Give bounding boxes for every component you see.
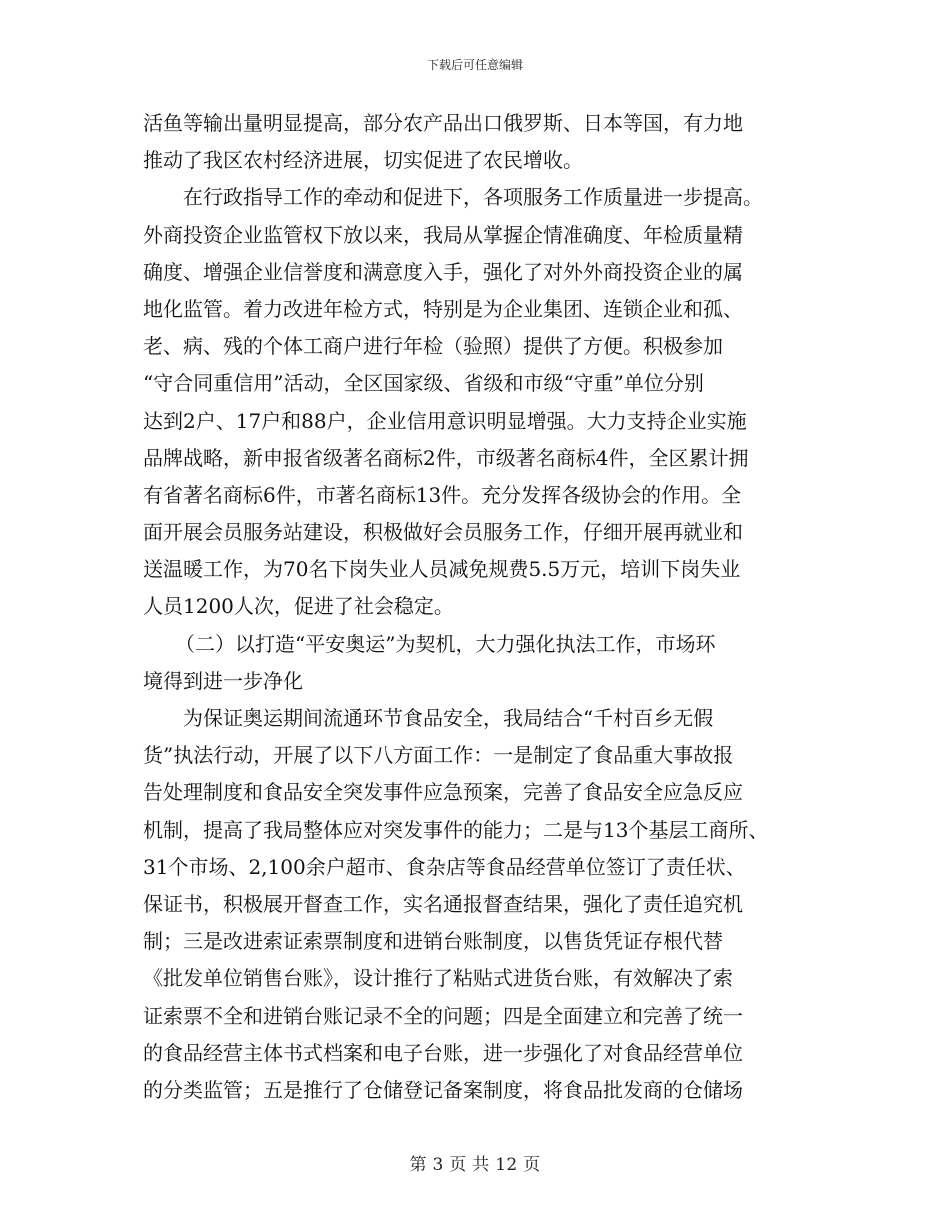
text-line: 的食品经营主体书式档案和电子台账，进一步强化了对食品经营单位 [143, 1040, 743, 1065]
text-line: 31个市场、2,100余户超市、食杂店等食品经营单位签订了责任状、 [143, 854, 746, 879]
text-line: 证索票不全和进销台账记录不全的问题；四是全面建立和完善了统一 [143, 1003, 743, 1028]
text-line: 品牌战略，新申报省级著名商标2件，市级著名商标4件，全区累计拥 [143, 445, 749, 470]
text-line: 确度、增强企业信誉度和满意度入手，强化了对外外商投资企业的属 [143, 259, 743, 284]
text-line: 有省著名商标6件，市著名商标13件。充分发挥各级协会的作用。全 [143, 482, 742, 507]
text-line: 达到2户、17户和88户，企业信用意识明显增强。大力支持企业实施 [143, 408, 747, 433]
text-line-paragraph-start: 为保证奥运期间流通环节食品安全，我局结合“千村百乡无假 [183, 706, 714, 730]
page-header-note: 下载后可任意编辑 [426, 58, 523, 72]
text-line: 地化监管。着力改进年检方式，特别是为企业集团、连锁企业和孤、 [143, 296, 743, 321]
text-line: 的分类监管；五是推行了仓储登记备案制度，将食品批发商的仓储场 [143, 1077, 743, 1102]
text-line: 货”执法行动，开展了以下八方面工作：一是制定了食品重大事故报 [143, 743, 734, 768]
text-line: 制；三是改进索证索票制度和进销台账制度，以售货凭证存根代替 [143, 929, 723, 954]
text-line: 告处理制度和食品安全突发事件应急预案，完善了食品安全应急反应 [143, 780, 743, 805]
text-line: 保证书，积极展开督查工作，实名通报督查结果，强化了责任追究机 [143, 891, 743, 916]
text-line: 外商投资企业监管权下放以来，我局从掌握企情准确度、年检质量精 [143, 222, 743, 247]
text-line: 活鱼等输出量明显提高，部分农产品出口俄罗斯、日本等国，有力地 [143, 111, 743, 135]
section-heading-line: （二）以打造“平安奥运”为契机，大力强化执法工作，市场环 [175, 631, 716, 656]
text-line: 推动了我区农村经济进展，切实促进了农民增收。 [143, 148, 583, 173]
text-line: 机制，提高了我局整体应对突发事件的能力；二是与13个基层工商所、 [143, 817, 769, 842]
text-line: 送温暖工作，为70名下岗失业人员减免规费5.5万元，培训下岗失业 [143, 557, 741, 582]
text-line-paragraph-start: 在行政指导工作的牵动和促进下，各项服务工作质量进一步提高。 [183, 185, 763, 210]
text-line: 人员1200人次，促进了社会稳定。 [143, 594, 454, 619]
document-body [143, 105, 815, 1109]
text-line: “守合同重信用”活动，全区国家级、省级和市级“守重”单位分别 [143, 371, 704, 396]
text-line: 老、病、残的个体工商户进行年检（验照）提供了方便。积极参加 [143, 334, 723, 359]
section-heading-line: 境得到进一步净化 [143, 668, 303, 693]
text-line: 《批发单位销售台账》，设计推行了粘贴式进货台账，有效解决了索 [143, 966, 733, 991]
page-number-footer: 第 3 页 共 12 页 [409, 1155, 541, 1175]
text-line: 面开展会员服务站建设，积极做好会员服务工作，仔细开展再就业和 [143, 520, 743, 545]
